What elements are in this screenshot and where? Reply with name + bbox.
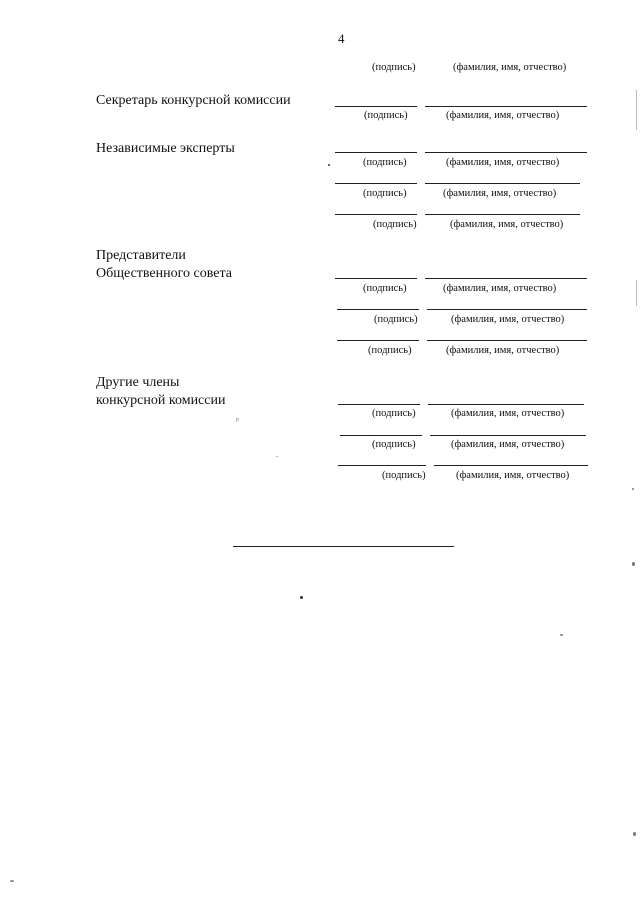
signature-caption: (подпись) <box>363 157 407 168</box>
name-caption: (фамилия, имя, отчество) <box>446 157 560 168</box>
signature-line <box>340 435 422 436</box>
name-caption: (фамилия, имя, отчество) <box>456 470 570 481</box>
signature-line <box>338 465 426 466</box>
signature-caption: (подпись) <box>372 62 416 73</box>
signature-line <box>338 404 420 405</box>
name-line <box>425 106 587 107</box>
signature-line <box>335 152 417 153</box>
scan-speck <box>276 456 278 457</box>
signature-caption: (подпись) <box>373 219 417 230</box>
name-line <box>425 152 587 153</box>
heading-secretary: Секретарь конкурсной комиссии <box>96 93 291 108</box>
heading-public-council <box>96 247 232 283</box>
name-line <box>425 183 580 184</box>
scan-speck <box>328 164 330 166</box>
name-line <box>425 214 580 215</box>
name-caption: (фамилия, имя, отчество) <box>451 439 565 450</box>
name-line <box>425 278 587 279</box>
scan-speck <box>632 488 634 490</box>
signature-line <box>335 214 417 215</box>
signature-caption: (подпись) <box>363 283 407 294</box>
scan-speck <box>300 596 303 599</box>
name-caption: (фамилия, имя, отчество) <box>451 314 565 325</box>
name-line <box>427 309 587 310</box>
signature-caption: (подпись) <box>364 110 408 121</box>
signature-caption: (подпись) <box>374 314 418 325</box>
name-caption: (фамилия, имя, отчество) <box>451 408 565 419</box>
signature-line <box>335 183 417 184</box>
scan-speck <box>10 880 14 882</box>
name-line <box>427 340 587 341</box>
heading-other-members <box>96 374 225 410</box>
scan-edge <box>636 280 637 306</box>
signature-line <box>335 106 417 107</box>
signature-caption: (подпись) <box>372 408 416 419</box>
signature-caption: (подпись) <box>363 188 407 199</box>
name-caption: (фамилия, имя, отчество) <box>443 188 557 199</box>
name-line <box>428 404 584 405</box>
name-caption: (фамилия, имя, отчество) <box>453 62 567 73</box>
name-caption: (фамилия, имя, отчество) <box>446 345 560 356</box>
signature-line <box>335 278 417 279</box>
signature-caption: (подпись) <box>382 470 426 481</box>
name-line <box>434 465 588 466</box>
heading-line: Общественного совета <box>96 266 232 281</box>
closing-rule <box>233 546 454 547</box>
name-caption: (фамилия, имя, отчество) <box>446 110 560 121</box>
signature-caption: (подпись) <box>372 439 416 450</box>
heading-line: Другие члены <box>96 375 180 390</box>
scan-speck <box>632 562 635 566</box>
name-line <box>430 435 586 436</box>
scan-speck <box>560 634 563 636</box>
stray-mark: ᵖ <box>236 415 239 425</box>
signature-caption: (подпись) <box>368 345 412 356</box>
scan-speck <box>633 832 636 836</box>
heading-independent-experts: Независимые эксперты <box>96 141 235 156</box>
name-caption: (фамилия, имя, отчество) <box>443 283 557 294</box>
scan-edge <box>636 90 637 130</box>
signature-line <box>337 309 419 310</box>
heading-line: Представители <box>96 248 186 263</box>
signature-line <box>337 340 419 341</box>
heading-line: конкурсной комиссии <box>96 393 226 408</box>
name-caption: (фамилия, имя, отчество) <box>450 219 564 230</box>
page-number: 4 <box>338 31 345 46</box>
